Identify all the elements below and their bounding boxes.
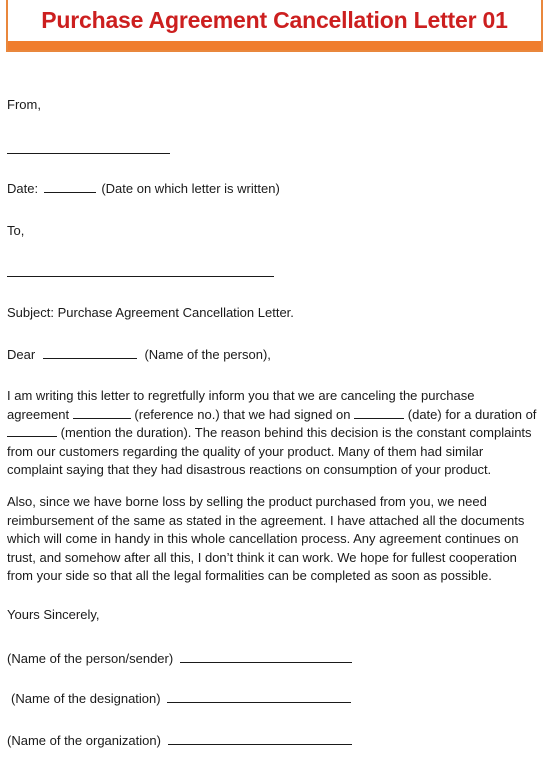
- page-title: Purchase Agreement Cancellation Letter 01: [41, 7, 508, 33]
- para1-signed: that we had signed on: [223, 406, 351, 422]
- designation-label: (Name of the designation): [11, 691, 161, 706]
- title-underline-bar: [8, 41, 541, 50]
- para1-date: (date): [407, 406, 442, 422]
- title-banner: [6, 0, 543, 52]
- para1-duration: for a duration of: [445, 406, 537, 422]
- reference-blank: [73, 406, 131, 419]
- para2-text: Also, since we have borne loss by selling the product purchased from you, we need reimbursement of the same as stated in the agreement. I have attached all the documents which will come in handy in this whole cancellation process. Any agreement continues on trust, and somehow after all this, I don’t think it can work. We hope for fullest cooperation from your side so that all the legal formalities can be completed as soon as possible.: [7, 494, 525, 583]
- duration-blank: [7, 424, 57, 437]
- date-label: Date:: [7, 181, 39, 196]
- sender-blank: [180, 650, 352, 663]
- dear-hint: (Name of the person),: [144, 347, 271, 362]
- date-hint: (Date on which letter is written): [101, 181, 280, 196]
- from-label: From,: [7, 97, 41, 112]
- dear-blank: [43, 346, 137, 359]
- sender-line: [7, 650, 352, 668]
- to-blank-line: [7, 276, 274, 277]
- para1-rest: (mention the duration). The reason behind this decision is the constant complaints from our customers regarding the quality of your product. Many of them had similar complaint saying that they had disastrous reactions on consumption of your product.: [7, 425, 532, 477]
- subject-line: Subject: Purchase Agreement Cancellation Letter.: [7, 305, 294, 320]
- designation-blank: [167, 690, 351, 703]
- organization-line: [7, 732, 352, 750]
- sender-label: (Name of the person/sender): [7, 651, 174, 666]
- signed-date-blank: [354, 406, 404, 419]
- organization-blank: [168, 732, 352, 745]
- date-blank: [44, 180, 96, 193]
- date-line: [7, 180, 280, 198]
- para1-line1: I am writing this letter to regretfully inform you that we are canceling the purchase agreement: [7, 388, 475, 422]
- dear-label: Dear: [7, 347, 36, 362]
- to-label: To,: [7, 223, 25, 238]
- designation-line: [11, 690, 351, 708]
- closing-line: Yours Sincerely,: [7, 607, 100, 622]
- salutation-line: [7, 346, 271, 364]
- para1-ref: (reference no.): [134, 406, 220, 422]
- paragraph-1: [7, 387, 537, 480]
- paragraph-2: [7, 493, 537, 586]
- from-blank-line: [7, 153, 170, 154]
- organization-label: (Name of the organization): [7, 733, 161, 748]
